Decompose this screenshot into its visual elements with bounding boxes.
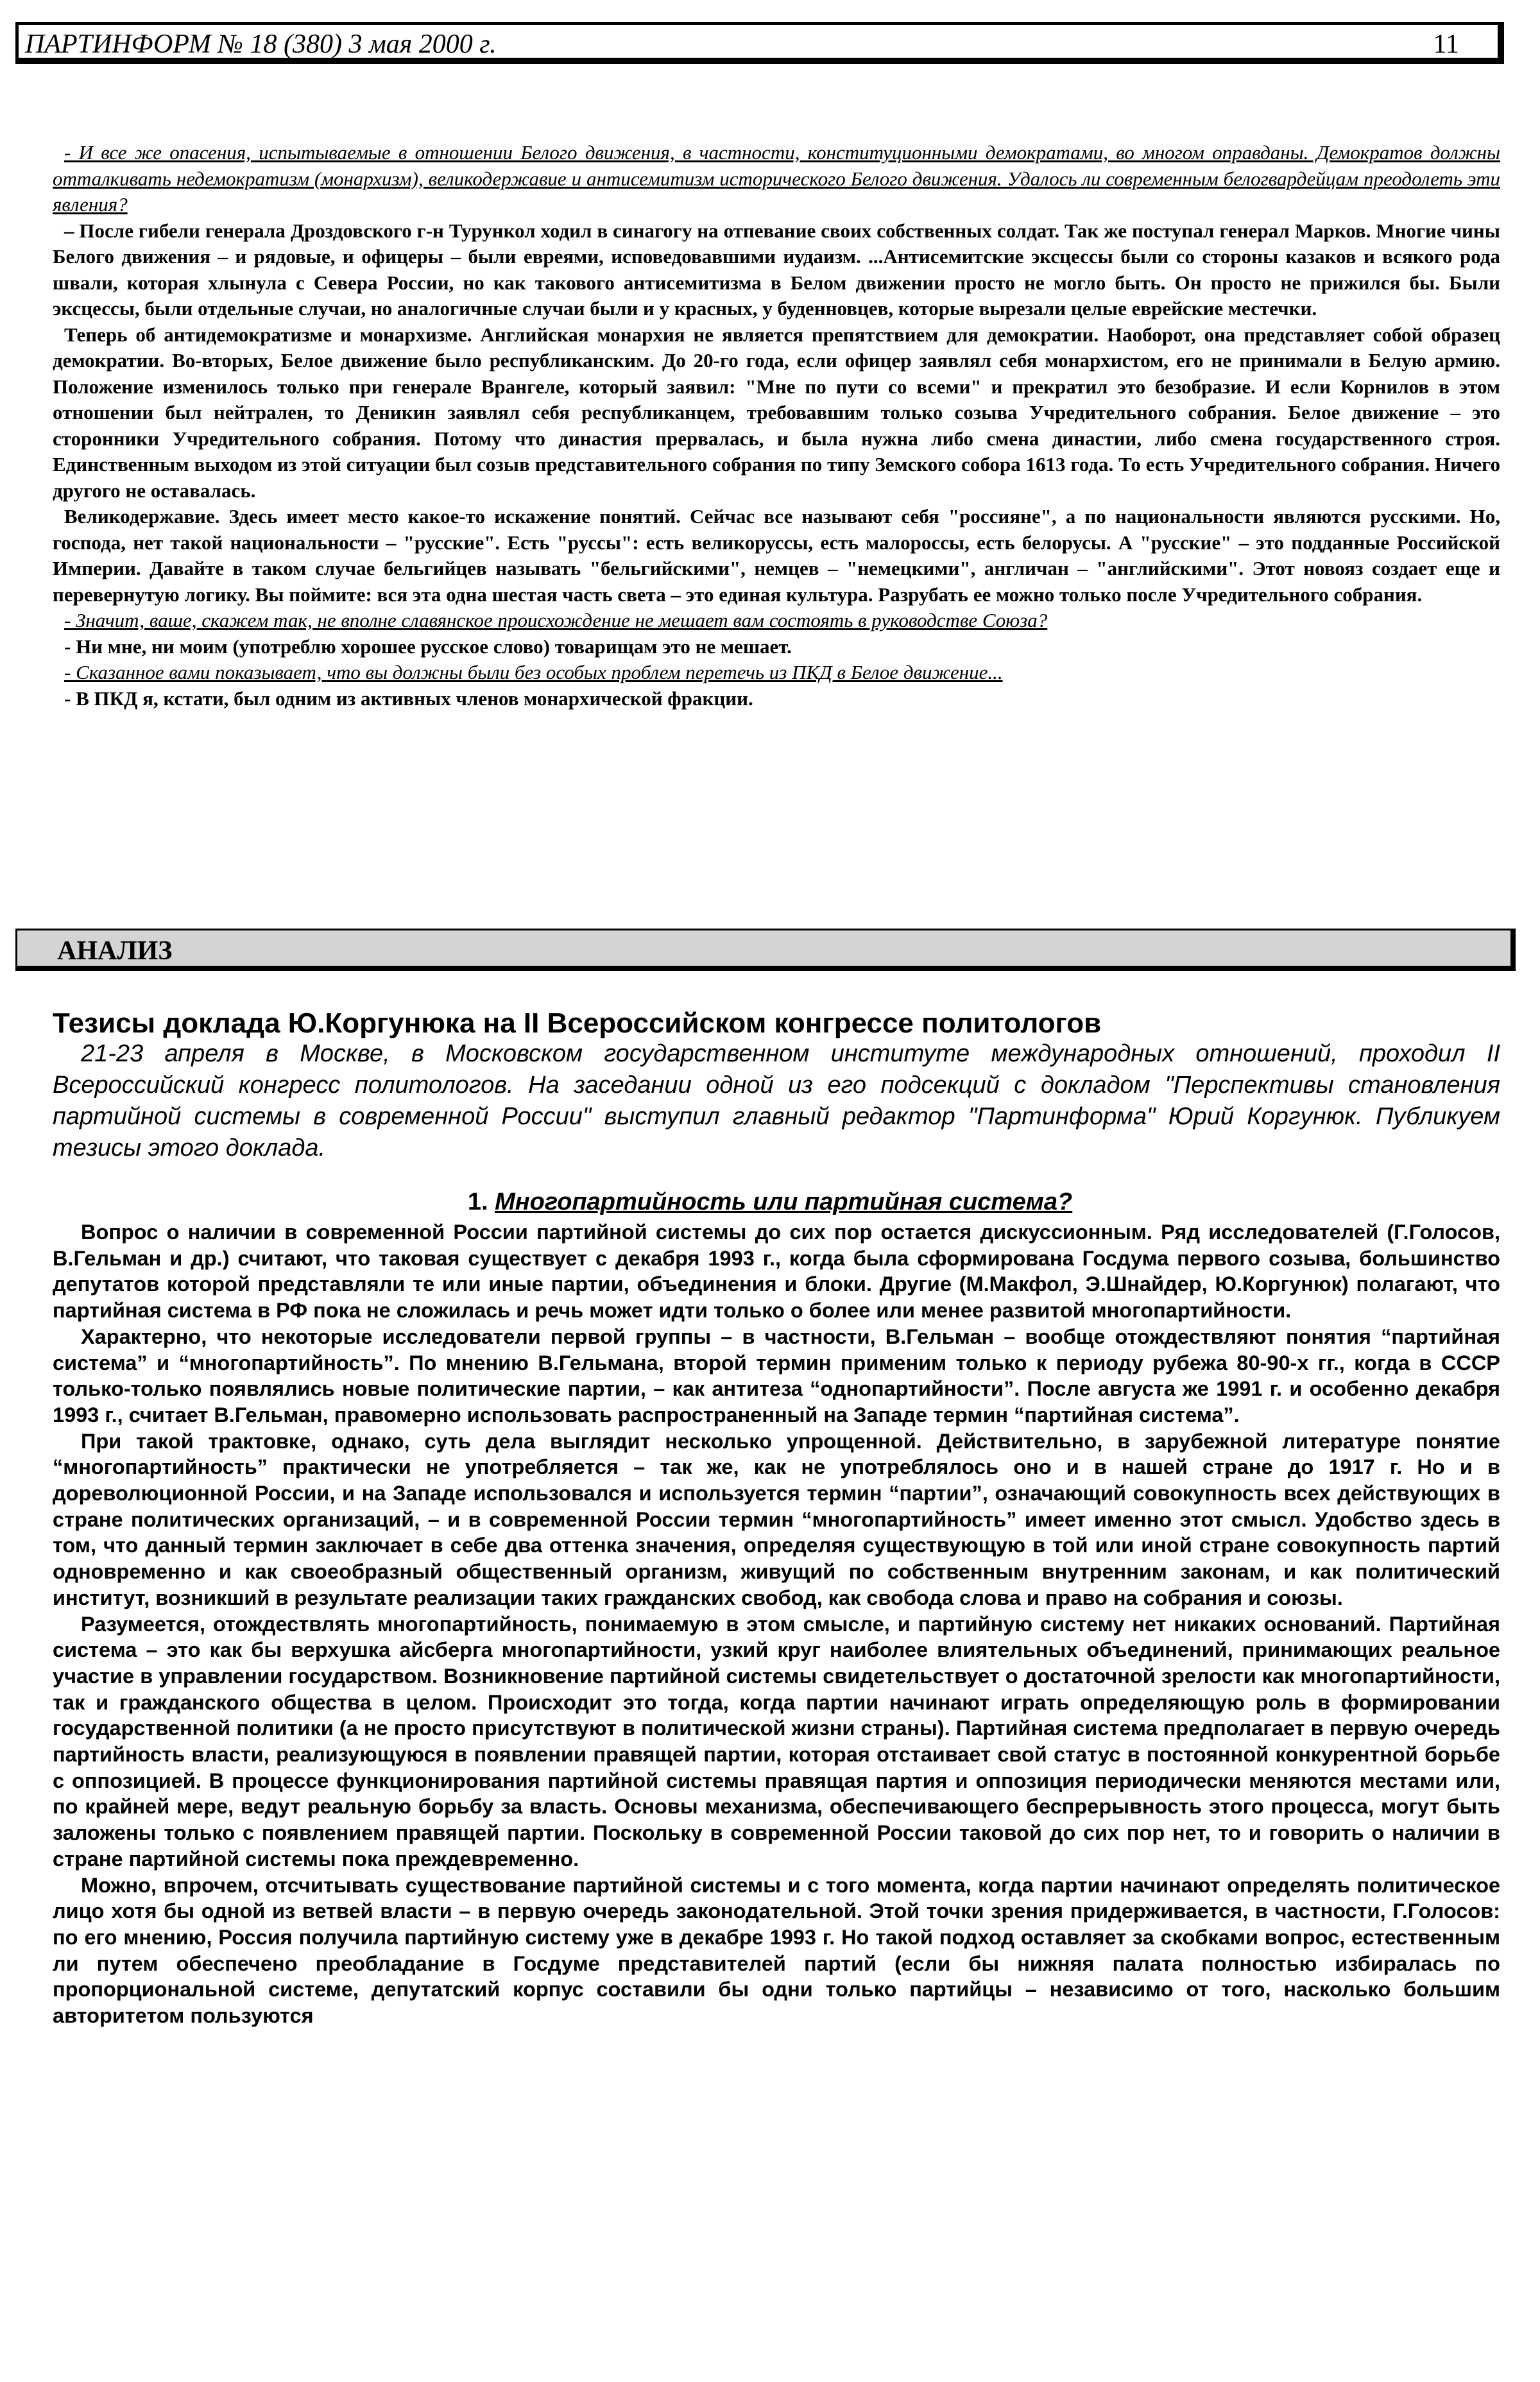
article-paragraph: Разумеется, отождествлять многопартийность, понимаемую в этом смысле, и партийную систему нет никаких оснований. Партийная система – это как бы верхушка айсберга многопартийности, узкий круг наиболее влиятельных объединений, принимающих реальное участие в управлении государством. Возникновение партийной системы свидетельствует о достаточной зрелости как многопартийности, так и гражданского общества в целом. Происходит это тогда, когда партии начинают играть определяющую роль в формировании государственной политики (а не просто присутствуют в политической жизни страны). Партийная система предполагает в первую очередь партийность власти, реализующуюся в появлении правящей партии, которая отстаивает свой статус в постоянной конкурентной борьбе с оппозицией. В процессе функционирования партийной системы правящая партия и оппозиция периодически меняются местами или, по крайней мере, ведут реальную борьбу за власть. Основы механизма, обеспечивающего беспрерывность этого процесса, могут быть заложены только с появлением правящей партии. Поскольку в современной России таковой до сих пор нет, то и говорить о наличии в стране партийной системы пока преждевременно. xyxy=(53,1612,1500,1871)
interview-answer: - Ни мне, ни моим (употреблю хорошее русское слово) товарищам это не мешает. xyxy=(64,635,792,658)
interview-answer: - В ПКД я, кстати, был одним из активных членов монархической фракции. xyxy=(64,687,753,710)
interview-section xyxy=(53,140,1500,712)
interview-answer: – После гибели генерала Дроздовского г-н Турункол ходил в синагогу на отпевание своих собственных солдат. Так же поступал генерал Марков. Многие чины Белого движения – и рядовые, и офицеры – были евреями, исповедовавшими иудаизм. ...Антисемитские эксцессы были со стороны казаков и всякого рода швали, которая хлынула с Севера России, но как такового антисемитизма в Белом движении просто не могло быть. Он просто не прижился бы. Были эксцессы, были отдельные случаи, но аналогичные случаи были и у красных, у буденновцев, которые вырезали целые еврейские местечки. xyxy=(53,219,1500,320)
interview-answer: Великодержавие. Здесь имеет место какое-то искажение понятий. Сейчас все называют себя "россияне", а по национальности являются русскими. Но, господа, нет такой национальности – "русские". Есть "руссы": есть великоруссы, есть малороссы, есть белорусы. А "русские" – это подданные Российской Империи. Давайте в таком случае бельгийцев называть "бельгийскими", немцев – "немецкими", англичан – "английскими". Этот новояз создает еще и перевернутую логику. Вы поймите: вся эта одна шестая часть света – это единая культура. Разрубать ее можно только после Учредительного собрания. xyxy=(53,505,1500,606)
section-title: Многопартийность или партийная система? xyxy=(495,1188,1073,1215)
article-intro: 21-23 апреля в Москве, в Московском государственном институте международных отношений, проходил II Всероссийский конгресс политологов. На заседании одной из его подсекций с докладом "Перспективы становления партийной системы в современной России" выступил главный редактор "Партинформа" Юрий Коргунюк. Публикуем тезисы этого доклада. xyxy=(53,1040,1500,1161)
section-bar-label: АНАЛИЗ xyxy=(57,936,173,966)
section-bar xyxy=(15,929,1516,971)
article-body xyxy=(53,1219,1500,2029)
page-header xyxy=(15,22,1504,64)
interview-question: - Значит, ваше, скажем так, не вполне славянское происхождение не мешает вам состоять в руководстве Союза? xyxy=(64,609,1048,631)
article-title: Тезисы доклада Ю.Коргунюка на II Всероссийском конгрессе политологов xyxy=(53,1007,1102,1039)
interview-question: - И все же опасения, испытываемые в отношении Белого движения, в частности, конституционными демократами, во многом оправданы. Демократов должны отталкивать недемократизм (монархизм), великодержавие и антисемитизм исторического Белого движения. Удалось ли современным белогвардейцам преодолеть эти явления? xyxy=(53,141,1500,216)
article-paragraph: Вопрос о наличии в современной России партийной системы до сих пор остается дискуссионным. Ряд исследователей (Г.Голосов, В.Гельман и др.) считают, что таковая существует с декабря 1993 г., когда была сформирована Госдума первого созыва, большинство депутатов которой представляли те или иные партии, объединения и блоки. Другие (М.Макфол, Э.Шнайдер, Ю.Коргунюк) полагают, что партийная система в РФ пока не сложилась и речь может идти только о более или менее развитой многопартийности. xyxy=(53,1221,1500,1323)
publication-title: ПАРТИНФОРМ № 18 (380) 3 мая 2000 г. xyxy=(25,30,497,59)
article-paragraph: Можно, впрочем, отсчитывать существование партийной системы и с того момента, когда партии начинают определять политическое лицо хотя бы одной из ветвей власти – в первую очередь законодательной. Этой точки зрения придерживается, в частности, Г.Голосов: по его мнению, Россия получила партийную систему уже в декабре 1993 г. Но такой подход оставляет за скобками вопрос, естественным ли путем обеспечено преобладание в Госдуме представителей партий (если бы нижняя палата полностью избиралась по пропорциональной системе, депутатский корпус составили бы одни только партийцы – независимо от того, насколько большим авторитетом пользуются xyxy=(53,1873,1500,2028)
article-paragraph: Характерно, что некоторые исследователи первой группы – в частности, В.Гельман – вообще отождествляют понятия “партийная система” и “многопартийность”. По мнению В.Гельмана, второй термин применим только к периоду рубежа 80-90-х гг., когда в СССР только-только появлялись новые политические партии, – как антитеза “однопартийности”. После августа же 1991 г. и особенно декабря 1993 г., считает В.Гельман, правомерно использовать распространенный на Западе термин “партийная система”. xyxy=(53,1324,1500,1427)
section-number: 1. xyxy=(467,1188,488,1215)
section-heading xyxy=(0,1188,1540,1216)
article-paragraph: При такой трактовке, однако, суть дела выглядит несколько упрощенной. Действительно, в зарубежной литературе понятие “многопартийность” практически не употребляется – так же, как не употреблялось оно и в нашей стране до 1917 г. Но и в дореволюционной России, и на Западе использовался и используется термин “партии”, означающий совокупность всех действующих в стране политических организаций, – и в современной России термин “многопартийность” имеет именно этот смысл. Удобство здесь в том, что данный термин заключает в себе два оттенка значения, определяя существующую в той или иной стране совокупность партий одновременно и как своеобразный общественный организм, живущий по собственным внутренним законам, и как политический институт, возникший в результате реализации таких гражданских свобод, как свобода слова и право на собрания и союзы. xyxy=(53,1429,1500,1609)
page-number: 11 xyxy=(1433,30,1459,59)
interview-answer: Теперь об антидемократизме и монархизме. Английская монархия не является препятствием для демократии. Наоборот, она представляет собой образец демократии. Во-вторых, Белое движение было республиканским. До 20-го года, если офицер заявлял себя монархистом, его не принимали в Белую армию. Положение изменилось только при генерале Врангеле, который заявил: "Мне по пути со всеми" и прекратил это безобразие. И если Корнилов в этом отношении был нейтрален, то Деникин заявлял себя республиканцем, требовавшим только созыва Учредительного собрания. Белое движение – это сторонники Учредительного собрания. Потому что династия прервалась, и была нужна либо смена династии, либо смена государственного строя. Единственным выходом из этой ситуации был созыв представительного собрания по типу Земского собора 1613 года. То есть Учредительного собрания. Ничего другого не оставалась. xyxy=(53,323,1500,502)
interview-question: - Сказанное вами показывает, что вы должны были без особых проблем перетечь из ПКД в Белое движение... xyxy=(64,661,1003,683)
